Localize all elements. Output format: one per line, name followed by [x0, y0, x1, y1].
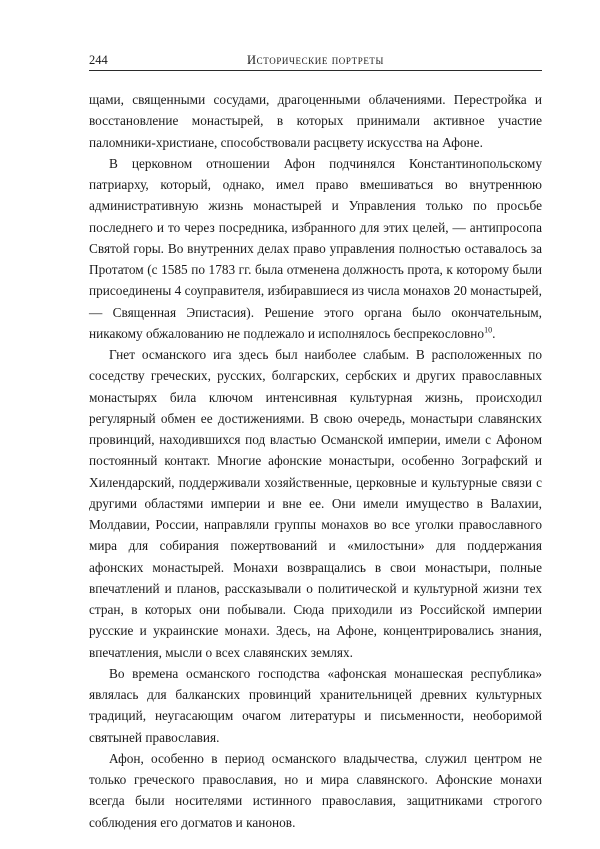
paragraph-text: Афон, особенно в период османского владычества, служил центром не только греческого православия, но и мира славянского. Афонские монахи всегда были носителями истинного православия, защитниками строгого соблюдения его догматов и канонов.	[89, 750, 542, 830]
paragraph-continuation	[89, 89, 542, 153]
paragraph-ottoman-yoke	[89, 344, 542, 663]
running-title: Исторические портреты	[247, 53, 384, 67]
page-number: 244	[89, 53, 108, 67]
paragraph-text: Гнет османского ига здесь был наиболее слабым. В расположенных по соседству греческих, русских, болгарских, сербских и других православных монастырях била ключом интенсивная культурная жизнь, происходил регулярный обмен ее достижениями. В свою очередь, монастыри славянских провинций, находившихся под властью Османской империи, имели с Афоном постоянный контакт. Многие афонские монастыри, особенно Зографский и Хилендарский, поддерживали хозяйственные, церковные и культурные связи с другими областями империи и вне ее. Они имели имущество в Валахии, Молдавии, России, направляли группы монахов во все уголки православного мира для собирания пожертвований и «милостыни» для поддержания афонских монастырей. Монахи возвращались в свои монастыри, полные впечатлений и планов, рассказывали о политической и культурной жизни тех стран, в которых они побывали. Сюда приходили из Российской империи русские и украинские монахи. Здесь, на Афоне, концентрировались знания, впечатления, мысли о всех славянских землях.	[89, 347, 542, 660]
running-head	[89, 50, 542, 71]
paragraph-church-governance	[89, 153, 542, 344]
text-body	[89, 89, 542, 833]
paragraph-end-punctuation: .	[492, 325, 496, 341]
paragraph-athos-center	[89, 748, 542, 833]
footnote-marker[interactable]: 10	[484, 325, 493, 335]
paragraph-text: Во времена османского господства «афонская монашеская республика» являлась для балканских провинций хранительницей древних культурных традиций, неугасающим очагом литературы и письменности, необоримой святыней православия.	[89, 665, 542, 745]
paragraph-text: В церковном отношении Афон подчинялся Константинопольскому патриарху, который, однако, имел право вмешиваться во внутреннюю административную жизнь монастырей и Управления только по просьбе последнего и то через посредника, избранного для этих целей, — антипросопа Святой горы. Во внутренних делах право управления полностью оставалось за Протатом (с 1585 по 1783 гг. была отменена должность прота, к которому были присоединены 4 соуправителя, избиравшиеся из числа монахов 20 монастырей, — Священная Эпистасия). Решение этого органа было окончательным, никакому обжалованию не подлежало и исполнялось беспрекословно	[89, 155, 542, 341]
paragraph-ottoman-era	[89, 663, 542, 748]
paragraph-text: щами, священными сосудами, драгоценными облачениями. Перестройка и восстановление монастырей, в которых принимали активное участие паломники-христиане, способствовали расцвету искусства на Афоне.	[89, 92, 542, 150]
